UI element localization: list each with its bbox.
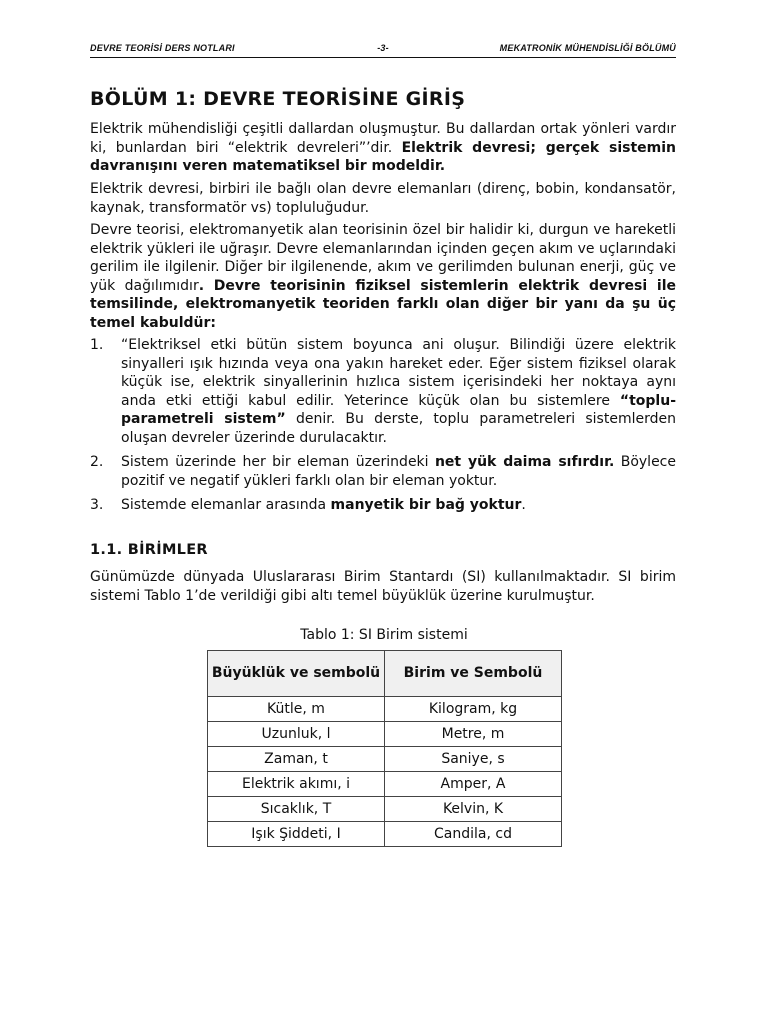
table-caption: Tablo 1: SI Birim sistemi bbox=[300, 627, 468, 643]
page-header bbox=[90, 40, 676, 56]
column-header-unit: Birim ve Sembolü bbox=[385, 651, 562, 697]
list-item-number: 1. bbox=[90, 337, 104, 353]
table-row bbox=[208, 797, 562, 822]
section-title: 1.1. BİRİMLER bbox=[90, 542, 208, 558]
table-header-row bbox=[208, 651, 562, 697]
list-item bbox=[90, 453, 676, 490]
si-units-table bbox=[207, 650, 562, 847]
table-cell-quantity: Sıcaklık, T bbox=[208, 797, 385, 822]
list-item bbox=[90, 336, 676, 447]
table-cell-quantity: Uzunluk, l bbox=[208, 722, 385, 747]
table-cell-quantity: Kütle, m bbox=[208, 697, 385, 722]
list-item-text: Böylece pozitif ve negatif yükleri farklı olan bir eleman yoktur. bbox=[121, 454, 676, 489]
list-item-bold: net yük daima sıfırdır. bbox=[434, 454, 615, 470]
chapter-title: BÖLÜM 1: DEVRE TEORİSİNE GİRİŞ bbox=[90, 88, 466, 110]
paragraph-circuit-definition: Elektrik devresi, birbiri ile bağlı olan devre elemanları (direnç, bobin, kondansatör, kaynak, transformatör vs) topluluğudur. bbox=[90, 181, 676, 216]
paragraph-si-units: Günümüzde dünyada Uluslararası Birim Stantardı (SI) kullanılmaktadır. SI birim sistemi Tablo 1’de verildiği gibi altı temel büyüklük üzerine kurulmuştur. bbox=[90, 569, 676, 604]
table-cell-quantity: Zaman, t bbox=[208, 747, 385, 772]
table-cell-unit: Kilogram, kg bbox=[385, 697, 562, 722]
list-item-text: Sistem üzerinde her bir eleman üzerindeki bbox=[121, 454, 435, 470]
paragraph-circuit-theory-bold: . Devre teorisinin fiziksel sistemlerin elektrik devresi ile temsilinde, elektromanyetik teoriden farklı olan diğer bir yanı da şu üç temel kabuldür: bbox=[90, 277, 676, 331]
list-item-text: “Elektriksel etki bütün sistem boyunca ani oluşur. Bilindiği üzere elektrik sinyalleri ışık hızında veya ona yakın hareket eder. Eğer sistem fiziksel olarak küçük ise, elektrik sinyallerinin hızlıca sistem içerisindeki her noktaya aynı anda etki ettiği kabul edilir. Yeterince küçük olan bu sistemlere bbox=[121, 337, 676, 409]
column-header-quantity: Büyüklük ve sembolü bbox=[208, 651, 385, 697]
table-cell-unit: Amper, A bbox=[385, 772, 562, 797]
paragraph-intro-text: Elektrik mühendisliği çeşitli dallardan oluşmuştur. Bu dallardan ortak yönleri vardır ki, bunlardan biri “elektrik devreleri”’dir. bbox=[90, 121, 676, 156]
table-row bbox=[208, 697, 562, 722]
paragraph-circuit-theory bbox=[90, 221, 676, 332]
list-item-text: denir. Bu derste, toplu parametreleri sistemlerden oluşan devreler üzerinde durulacaktır. bbox=[121, 411, 676, 446]
list-item-text: Sistemde elemanlar arasında bbox=[121, 497, 331, 513]
paragraph-circuit-theory-text: Devre teorisi, elektromanyetik alan teorisinin özel bir halidir ki, durgun ve hareketli elektrik yükleri ile uğraşır. Devre elemanlarından içinden geçen akım ve uçlarındaki gerilim ile ilgilenir. Diğer bir ilgilenende, akım ve gerilimden bulunan enerji, güç ve yük dağılımıdır bbox=[90, 222, 676, 294]
table-cell-unit: Candila, cd bbox=[385, 822, 562, 847]
table-row bbox=[208, 822, 562, 847]
paragraph-intro-bold: Elektrik devresi; gerçek sistemin davranışını veren matematiksel bir modeldir. bbox=[90, 139, 676, 174]
assumptions-list bbox=[90, 336, 676, 521]
list-item-number: 3. bbox=[90, 497, 104, 513]
header-course-title: DEVRE TEORİSİ DERS NOTLARI bbox=[90, 43, 235, 53]
table-cell-unit: Metre, m bbox=[385, 722, 562, 747]
paragraph-intro bbox=[90, 120, 676, 176]
table-row bbox=[208, 772, 562, 797]
table-row bbox=[208, 722, 562, 747]
header-page-number: -3- bbox=[377, 43, 389, 53]
header-divider bbox=[90, 57, 676, 58]
list-item-number: 2. bbox=[90, 454, 104, 470]
list-item-bold: “toplu-parametreli sistem” bbox=[121, 392, 676, 427]
list-item-bold: manyetik bir bağ yoktur bbox=[330, 497, 522, 513]
table-cell-unit: Kelvin, K bbox=[385, 797, 562, 822]
list-item bbox=[90, 496, 676, 515]
table-cell-quantity: Elektrik akımı, i bbox=[208, 772, 385, 797]
header-department: MEKATRONİK MÜHENDİSLİĞİ BÖLÜMÜ bbox=[499, 43, 676, 53]
table-cell-unit: Saniye, s bbox=[385, 747, 562, 772]
table-cell-quantity: Işık Şiddeti, I bbox=[208, 822, 385, 847]
list-item-text: . bbox=[521, 497, 526, 513]
table-row bbox=[208, 747, 562, 772]
